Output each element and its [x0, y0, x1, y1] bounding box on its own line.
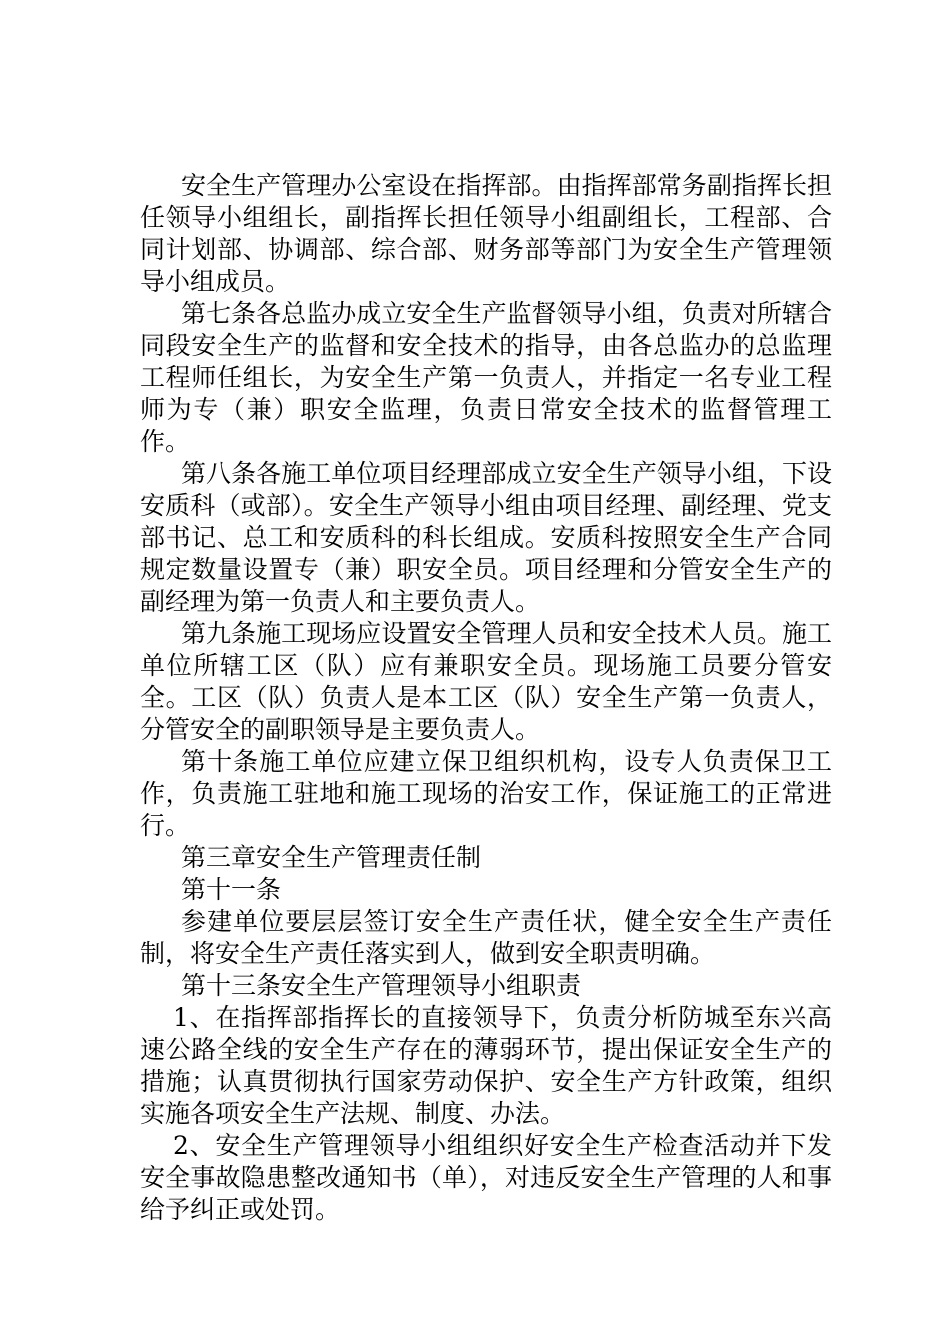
paragraph-article-7: 第七条各总监办成立安全生产监督领导小组，负责对所辖合同段安全生产的监督和安全技术的指导，由各总监办的总监理工程师任组长，为安全生产第一负责人，并指定一名专业工程师为专（兼）职安全监理，负责日常安全技术的监督管理工作。: [140, 299, 832, 456]
article-11-heading: 第十一条: [181, 875, 282, 904]
paragraph-article-8: 第八条各施工单位项目经理部成立安全生产领导小组，下设安质科（或部）。安全生产领导小组由项目经理、副经理、党支部书记、总工和安质科的科长组成。安质科按照安全生产合同规定数量设置专（兼）职安全员。项目经理和分管安全生产的副经理为第一负责人和主要负责人。: [140, 459, 832, 616]
list-item-2: 2、安全生产管理领导小组组织好安全生产检查活动并下发安全事故隐患整改通知书（单），对违反安全生产管理的人和事给予纠正或处罚。: [140, 1131, 832, 1224]
document-body: [140, 170, 832, 1226]
list-item-1: 1、在指挥部指挥长的直接领导下，负责分析防城至东兴高速公路全线的安全生产存在的薄弱环节，提出保证安全生产的措施；认真贯彻执行国家劳动保护、安全生产方针政策，组织实施各项安全生产法规、制度、办法。: [140, 1003, 832, 1128]
paragraph-safety-office: 安全生产管理办公室设在指挥部。由指挥部常务副指挥长担任领导小组组长，副指挥长担任领导小组副组长，工程部、合同计划部、协调部、综合部、财务部等部门为安全生产管理领导小组成员。: [140, 171, 832, 296]
chapter-3-heading: 第三章安全生产管理责任制: [181, 843, 482, 872]
paragraph-article-9: 第九条施工现场应设置安全管理人员和安全技术人员。施工单位所辖工区（队）应有兼职安全员。现场施工员要分管安全。工区（队）负责人是本工区（队）安全生产第一负责人，分管安全的副职领导是主要负责人。: [140, 619, 832, 744]
paragraph-article-10: 第十条施工单位应建立保卫组织机构，设专人负责保卫工作，负责施工驻地和施工现场的治安工作，保证施工的正常进行。: [140, 747, 832, 840]
article-13-heading: 第十三条安全生产管理领导小组职责: [181, 971, 582, 1000]
paragraph-article-11: 参建单位要层层签订安全生产责任状，健全安全生产责任制，将安全生产责任落实到人，做到安全职责明确。: [140, 907, 832, 968]
